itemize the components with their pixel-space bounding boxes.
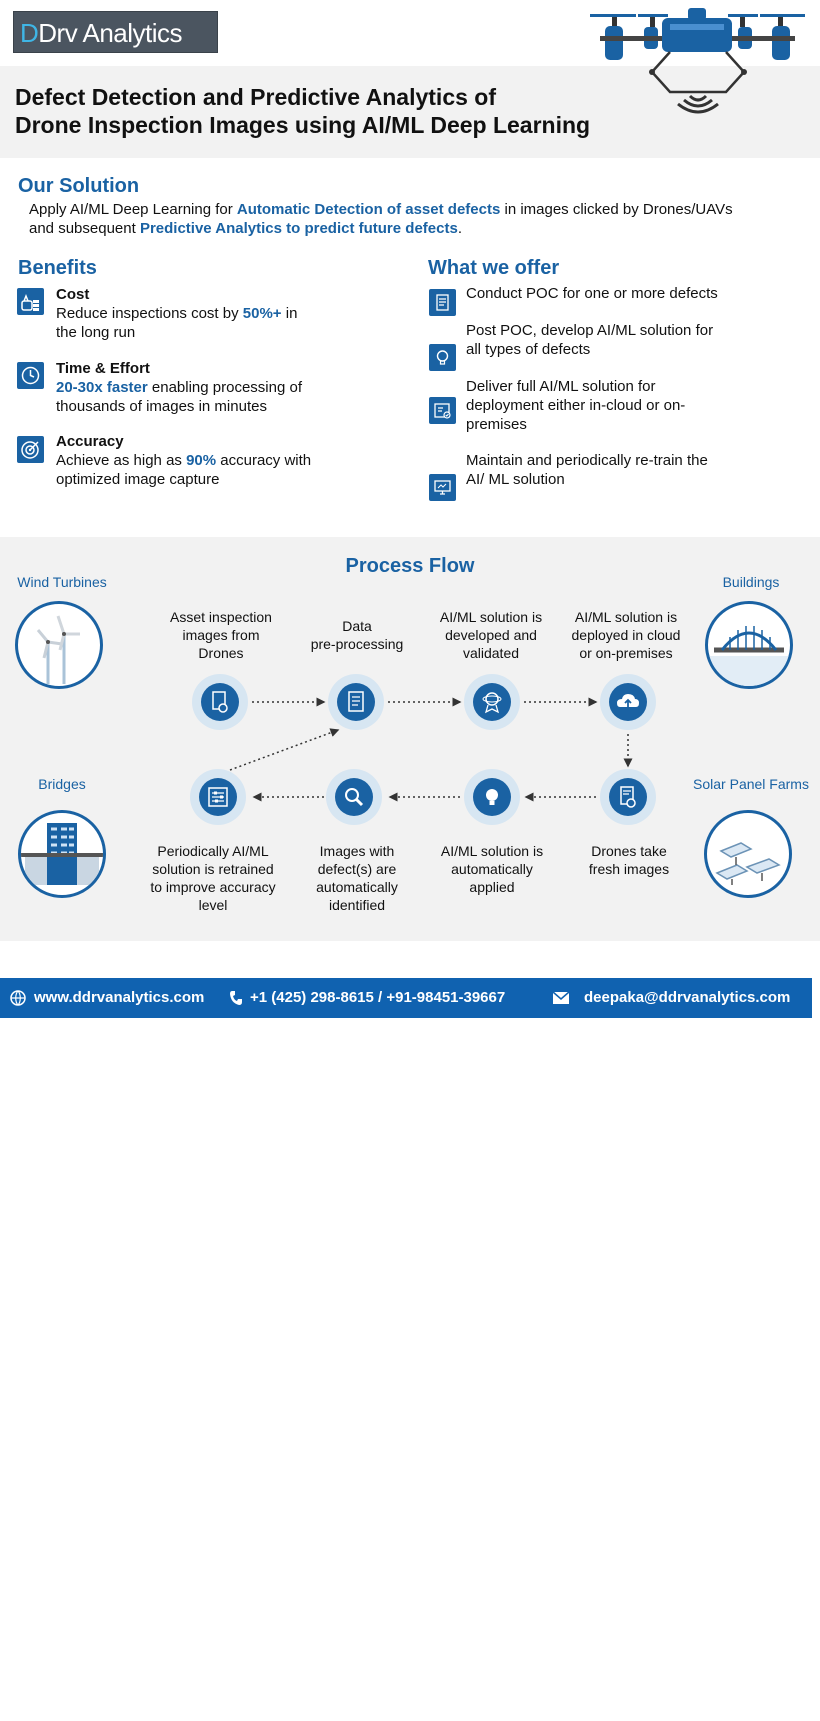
benefit-time: Time & Effort 20-30x faster enabling processing of thousands of images in minutes [56, 360, 303, 415]
benefit-cost: Cost Reduce inspections cost by 50%+ in the long run [56, 286, 298, 341]
phone-number[interactable]: +1 (425) 298-8615 / +91-98451-39667 [250, 989, 506, 1006]
benefit-accuracy: Accuracy Achieve as high as 90% accuracy with optimized image capture [56, 433, 312, 488]
photo-file-icon [609, 778, 647, 816]
benefits-heading: Benefits [18, 257, 97, 279]
step-fresh-images [600, 769, 656, 825]
sliders-icon [199, 778, 237, 816]
category-buildings: Buildings [722, 574, 780, 590]
category-wind-turbines: Wind Turbines [17, 574, 107, 590]
offer-item-2: Post POC, develop AI/ML solution for all types of defects [466, 322, 714, 358]
magnifier-icon [335, 778, 373, 816]
offer-item-3: Deliver full AI/ML solution for deployment either in-cloud or on- premises [466, 378, 686, 433]
step-fresh-images-label: Drones take fresh images [588, 843, 670, 877]
step-developed-label: AI/ML solution is developed and validated [439, 609, 543, 661]
page-title: Defect Detection and Predictive Analytics of Drone Inspection Images using AI/ML Deep Learning [15, 84, 591, 138]
step-applied-label: AI/ML solution is automatically applied [440, 843, 544, 895]
phone-icon [229, 978, 243, 1018]
step-asset-inspection-label: Asset inspection images from Drones [170, 609, 272, 661]
website-link[interactable]: www.ddrvanalytics.com [34, 989, 205, 1006]
category-solar-panel-farms: Solar Panel Farms [693, 776, 809, 792]
step-identified-label: Images with defect(s) are automatically identified [316, 843, 398, 913]
company-logo: DDrv Analytics [13, 11, 218, 53]
offer-heading: What we offer [428, 257, 560, 279]
step-applied [464, 769, 520, 825]
step-data-preprocessing-label: Data pre-processing [310, 618, 404, 652]
contact-footer [0, 978, 812, 1018]
idea-bulb-icon [473, 778, 511, 816]
solution-text: Apply AI/ML Deep Learning for Automatic Detection of asset defects in images clicked by Drones/UAVs and subsequent Predictive Analytics to predict future defects. [29, 201, 733, 237]
category-bridges: Bridges [38, 776, 86, 792]
globe-icon [10, 978, 26, 1018]
step-deployed-label: AI/ML solution is deployed in cloud or on-premises [571, 609, 681, 661]
solution-heading: Our Solution [18, 175, 140, 197]
envelope-icon [552, 978, 570, 1018]
step-retrained-label: Periodically AI/ML solution is retrained to improve accuracy level [150, 843, 276, 913]
offer-item-4: Maintain and periodically re-train the AI/ ML solution [466, 452, 708, 488]
step-retrained [190, 769, 246, 825]
process-heading: Process Flow [345, 555, 475, 577]
step-identified [326, 769, 382, 825]
offer-item-1: Conduct POC for one or more defects [466, 285, 718, 302]
email-link[interactable]: deepaka@ddrvanalytics.com [584, 989, 791, 1006]
